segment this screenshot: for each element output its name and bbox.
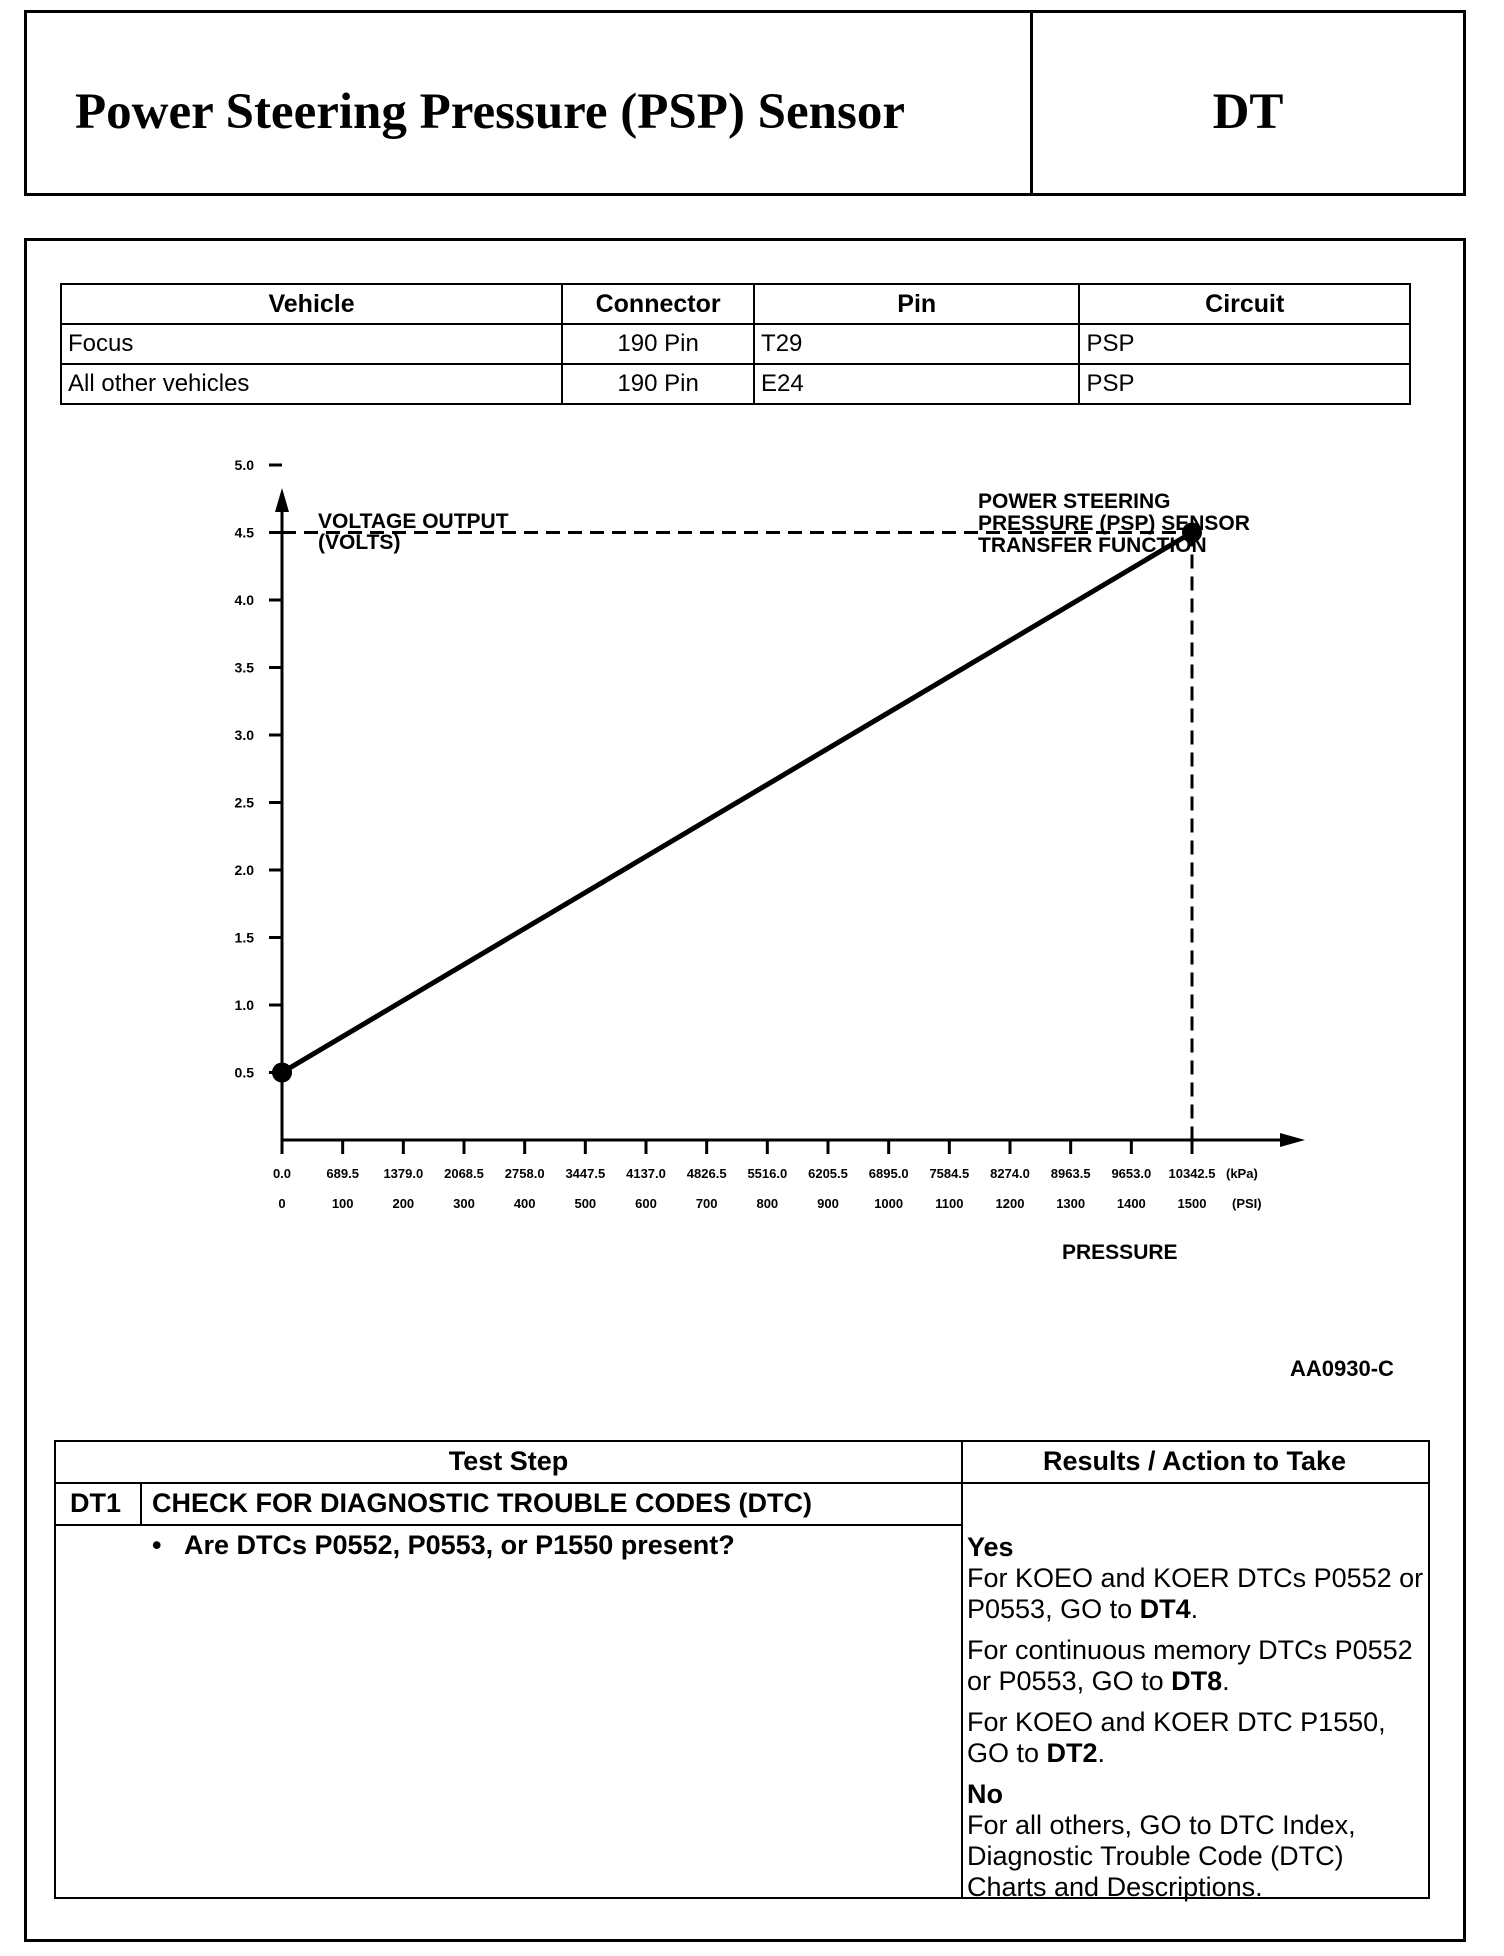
pin-cell: E24 xyxy=(754,364,1079,404)
y-tick-label: 0.5 xyxy=(234,1064,254,1081)
goto-step-link[interactable]: DT4 xyxy=(1139,1594,1191,1624)
x-tick-label-psi: 400 xyxy=(513,1196,536,1211)
action-text: For continuous memory DTCs P0552 or P0553, GO to xyxy=(967,1635,1413,1696)
goto-step-link[interactable]: DT2 xyxy=(1046,1738,1098,1768)
chart-title-line-3: TRANSFER FUNCTION xyxy=(978,534,1207,557)
x-tick-label-kpa: 8274.0 xyxy=(990,1166,1030,1181)
x-tick-label-psi: 0 xyxy=(278,1196,286,1211)
x-tick-label-kpa: 3447.5 xyxy=(565,1166,606,1181)
x-unit-kpa: (kPa) xyxy=(1226,1166,1258,1181)
chart-axes xyxy=(275,488,1305,1147)
results-header: Results / Action to Take xyxy=(1042,1446,1347,1476)
x-ticks xyxy=(273,1140,1216,1211)
x-tick-label-psi: 1300 xyxy=(1056,1196,1086,1211)
step-id: DT1 xyxy=(70,1488,122,1518)
y-tick-label: 3.5 xyxy=(234,659,254,676)
vehicle-cell: All other vehicles xyxy=(61,364,562,404)
circuit-cell: PSP xyxy=(1079,364,1410,404)
series-line xyxy=(282,533,1192,1073)
y-tick-label: 4.0 xyxy=(234,592,254,608)
x-tick-label-psi: 1100 xyxy=(935,1196,964,1211)
x-tick-label-kpa: 4137.0 xyxy=(626,1166,666,1181)
x-tick-label-kpa: 10342.5 xyxy=(1168,1166,1216,1181)
yes-label: Yes xyxy=(967,1532,1014,1562)
x-tick-label-kpa: 5516.0 xyxy=(747,1166,788,1181)
x-tick-label-kpa: 2068.5 xyxy=(444,1166,484,1181)
x-tick-label-kpa: 6205.5 xyxy=(808,1166,848,1181)
pin-cell: T29 xyxy=(754,324,1079,364)
x-tick-label-psi: 1400 xyxy=(1116,1196,1146,1211)
x-tick-label-psi: 600 xyxy=(635,1196,657,1211)
question-text: Are DTCs P0552, P0553, or P1550 present? xyxy=(183,1530,735,1560)
vehicle-cell: Focus xyxy=(61,324,562,364)
page-title: Power Steering Pressure (PSP) Sensor xyxy=(75,84,906,140)
circuit-cell: PSP xyxy=(1079,324,1410,364)
x-tick-label-psi: 700 xyxy=(695,1196,718,1211)
test-step-table xyxy=(54,1440,1430,1902)
step-id-divider xyxy=(140,1482,142,1524)
y-axis-label-line-1: VOLTAGE OUTPUT xyxy=(318,510,509,533)
data-point xyxy=(272,1063,292,1083)
row-divider xyxy=(56,1524,961,1526)
y-tick-label: 2.0 xyxy=(234,862,254,878)
no-action: For all others, GO to DTC Index, Diagnostic Trouble Code (DTC) Charts and Descriptions. xyxy=(967,1810,1356,1902)
y-tick-label: 2.5 xyxy=(234,794,254,811)
column-header: Connector xyxy=(562,284,754,324)
header-divider xyxy=(56,1482,1428,1484)
x-tick-label-psi: 200 xyxy=(392,1196,415,1211)
connector-cell: 190 Pin xyxy=(562,364,754,404)
data-series xyxy=(272,523,1202,1083)
action-text: For KOEO and KOER DTC P1550, GO to xyxy=(967,1707,1386,1768)
x-tick-label-psi: 900 xyxy=(817,1196,839,1211)
x-tick-label-kpa: 9653.0 xyxy=(1111,1166,1152,1181)
x-tick-label-psi: 1500 xyxy=(1177,1196,1207,1211)
y-axis-label-line-2: (VOLTS) xyxy=(318,531,401,554)
x-tick-label-psi: 300 xyxy=(453,1196,475,1211)
x-tick-label-psi: 1000 xyxy=(874,1196,904,1211)
action-text: For KOEO and KOER DTCs P0552 or P0553, GO to xyxy=(967,1563,1424,1624)
results-actions xyxy=(967,1532,1427,1913)
x-tick-label-kpa: 6895.0 xyxy=(868,1166,909,1181)
y-tick-label: 4.5 xyxy=(234,524,254,541)
column-header: Pin xyxy=(754,284,1079,324)
connector-cell: 190 Pin xyxy=(562,324,754,364)
y-ticks xyxy=(235,457,282,1081)
x-tick-label-kpa: 4826.5 xyxy=(686,1166,727,1181)
y-tick-label: 1.5 xyxy=(234,929,254,946)
x-tick-label-kpa: 1379.0 xyxy=(383,1166,424,1181)
figure-reference: AA0930-C xyxy=(1290,1356,1394,1381)
x-tick-label-kpa: 2758.0 xyxy=(504,1166,545,1181)
x-tick-label-psi: 500 xyxy=(574,1196,597,1211)
column-header: Vehicle xyxy=(61,284,562,324)
y-tick-label: 1.0 xyxy=(234,997,254,1013)
x-axis-arrow xyxy=(1280,1133,1305,1147)
x-tick-label-kpa: 0.0 xyxy=(272,1166,292,1181)
test-step-header: Test Step xyxy=(448,1446,569,1476)
x-unit-psi: (PSI) xyxy=(1232,1196,1262,1211)
guide-lines xyxy=(282,533,1192,1141)
section-code: DT xyxy=(1212,84,1284,140)
step-question xyxy=(152,1530,735,1561)
x-tick-label-kpa: 689.5 xyxy=(326,1166,359,1181)
x-tick-label-kpa: 7584.5 xyxy=(929,1166,970,1181)
x-tick-label-psi: 800 xyxy=(756,1196,779,1211)
step-title: CHECK FOR DIAGNOSTIC TROUBLE CODES (DTC) xyxy=(152,1488,812,1518)
x-axis-label: PRESSURE xyxy=(1062,1241,1178,1264)
y-tick-label: 3.0 xyxy=(234,727,254,743)
column-header: Circuit xyxy=(1079,284,1410,324)
goto-step-link[interactable]: DT8 xyxy=(1171,1666,1223,1696)
x-tick-label-psi: 100 xyxy=(331,1196,354,1211)
no-label: No xyxy=(967,1779,1003,1809)
yes-action: For continuous memory DTCs P0552 or P0553, GO to DT8. xyxy=(967,1635,1413,1696)
yes-action: For KOEO and KOER DTCs P0552 or P0553, GO to DT4. xyxy=(967,1563,1424,1624)
y-tick-label: 5.0 xyxy=(234,457,254,473)
bullet-icon: • xyxy=(152,1530,184,1560)
x-tick-label-psi: 1200 xyxy=(995,1196,1025,1211)
chart-title-line-2: PRESSURE (PSP) SENSOR xyxy=(978,512,1250,535)
y-axis-arrow xyxy=(275,488,289,512)
x-tick-label-kpa: 8963.5 xyxy=(1050,1166,1091,1181)
yes-action: For KOEO and KOER DTC P1550, GO to DT2. xyxy=(967,1707,1386,1768)
column-divider xyxy=(961,1442,963,1897)
chart-title-line-1: POWER STEERING xyxy=(978,490,1171,513)
